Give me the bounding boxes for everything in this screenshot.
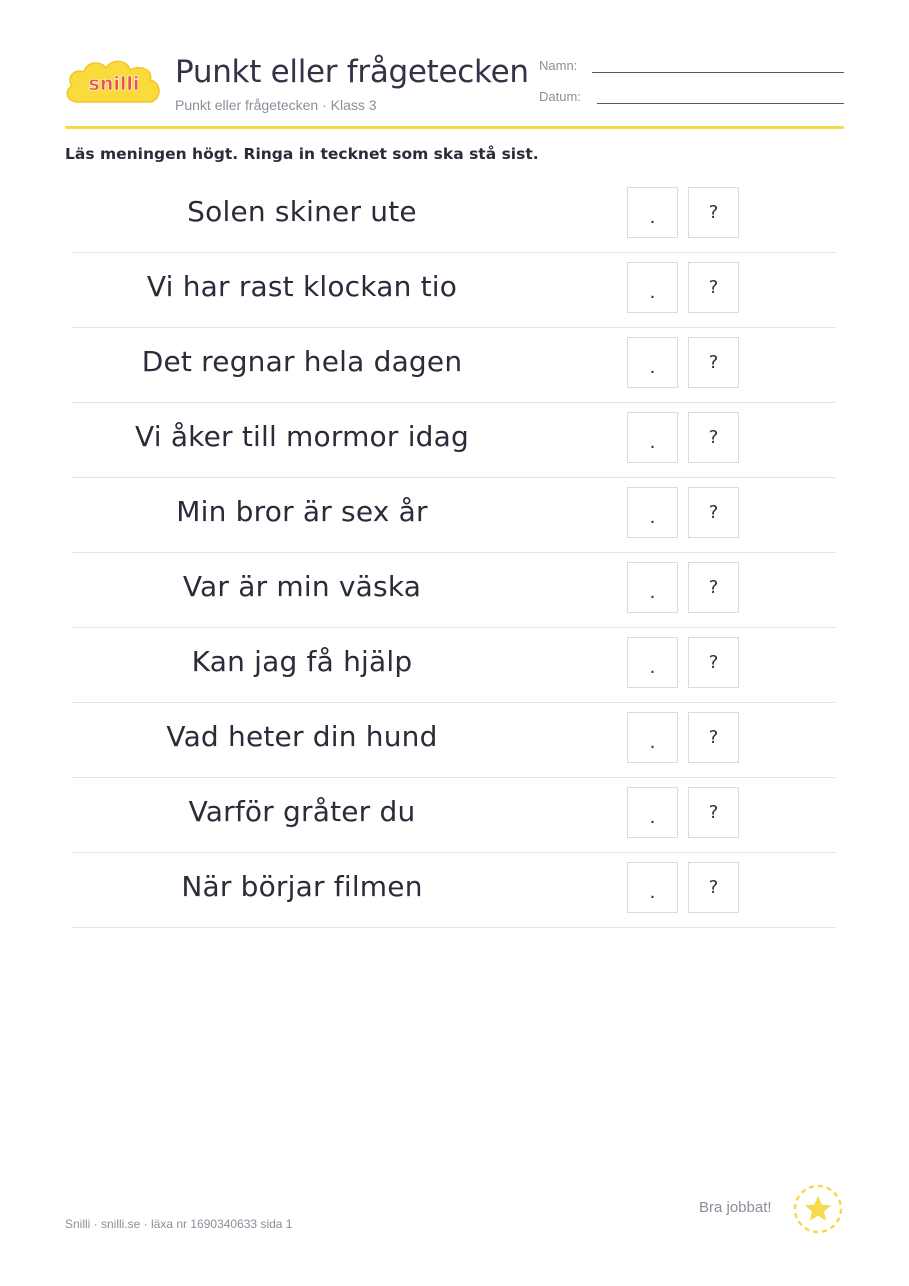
footer-text: Snilli · snilli.se · läxa nr 1690340633 sida 1 <box>65 1217 293 1231</box>
header-divider <box>65 126 844 129</box>
sentence-row <box>72 403 836 478</box>
question-mark-option[interactable]: ? <box>688 412 739 463</box>
sentence-text: Solen skiner ute <box>187 195 417 228</box>
sentence-text: Vad heter din hund <box>166 720 438 753</box>
period-option[interactable]: . <box>627 637 678 688</box>
sentence-row <box>72 778 836 853</box>
star-icon <box>793 1184 843 1234</box>
sentence-text: Vi åker till mormor idag <box>135 420 469 453</box>
logo-text: snilli <box>88 73 140 95</box>
sentence-row <box>72 253 836 328</box>
question-mark-option[interactable]: ? <box>688 712 739 763</box>
question-mark-option[interactable]: ? <box>688 862 739 913</box>
question-mark-option[interactable]: ? <box>688 262 739 313</box>
sentence-text: Var är min väska <box>182 570 422 603</box>
period-option[interactable]: . <box>627 712 678 763</box>
period-option[interactable]: . <box>627 487 678 538</box>
sentence-row <box>72 178 836 253</box>
sentence-text: Vi har rast klockan tio <box>146 270 458 303</box>
page-subtitle: Punkt eller frågetecken · Klass 3 <box>175 97 377 113</box>
sentence-text: När börjar filmen <box>181 870 423 903</box>
date-field[interactable] <box>597 103 844 104</box>
sentence-row <box>72 553 836 628</box>
sentence-text: Min bror är sex år <box>176 495 428 528</box>
sentence-row <box>72 703 836 778</box>
question-mark-option[interactable]: ? <box>688 787 739 838</box>
question-mark-option[interactable]: ? <box>688 637 739 688</box>
sentence-text: Det regnar hela dagen <box>141 345 463 378</box>
sentence-text: Kan jag få hjälp <box>191 645 413 678</box>
period-option[interactable]: . <box>627 787 678 838</box>
praise-text: Bra jobbat! <box>699 1199 772 1216</box>
sentence-text: Varför gråter du <box>188 795 416 828</box>
snilli-logo <box>64 56 164 108</box>
question-mark-option[interactable]: ? <box>688 487 739 538</box>
period-option[interactable]: . <box>627 187 678 238</box>
period-option[interactable]: . <box>627 262 678 313</box>
name-field[interactable] <box>592 72 844 73</box>
period-option[interactable]: . <box>627 337 678 388</box>
question-mark-option[interactable]: ? <box>688 562 739 613</box>
page-title: Punkt eller frågetecken <box>175 54 529 90</box>
date-label: Datum: <box>539 89 581 104</box>
sentence-row <box>72 478 836 553</box>
sentence-list <box>72 178 836 928</box>
period-option[interactable]: . <box>627 412 678 463</box>
period-option[interactable]: . <box>627 562 678 613</box>
sentence-row <box>72 853 836 928</box>
instruction-text: Läs meningen högt. Ringa in tecknet som ska stå sist. <box>65 145 539 163</box>
sentence-row <box>72 628 836 703</box>
period-option[interactable]: . <box>627 862 678 913</box>
question-mark-option[interactable]: ? <box>688 187 739 238</box>
name-label: Namn: <box>539 58 578 73</box>
sentence-row <box>72 328 836 403</box>
question-mark-option[interactable]: ? <box>688 337 739 388</box>
